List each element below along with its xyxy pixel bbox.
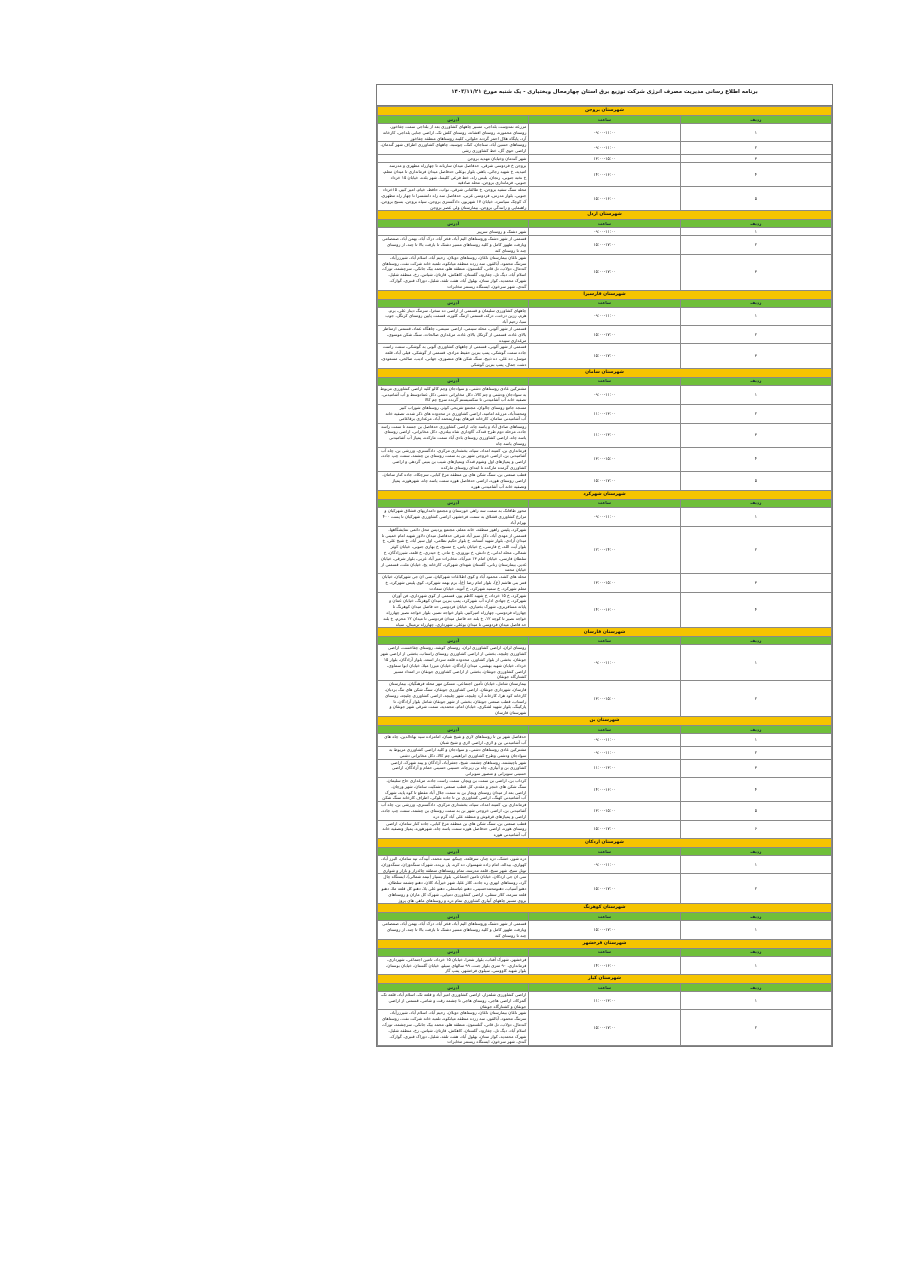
time-range: ۰۹:۰۰-۱۱:۰۰ (529, 124, 680, 142)
time-range: ۱۵:۰۰-۱۷:۰۰ (529, 921, 680, 939)
index-header: ردیف (680, 499, 831, 507)
column-header-row (378, 299, 832, 307)
city-name: شهرستان اردل (378, 211, 832, 220)
time-range: ۰۹:۰۰-۱۱:۰۰ (529, 645, 680, 681)
column-header-row (378, 377, 832, 385)
table-row (378, 325, 832, 343)
row-index: ۳ (680, 574, 831, 592)
outage-address: قطب صنعتی بن، سنگ شکن های بن منطقه مرغ کبابی، سرچکاد، جاده کنار سامان، اراضی روستای هوره، اراضی حدفاصل هوره سمت یاسه چاه، شهرهوره، پمپاژ وتصفیه خانه آب آشامیدنی هوره (378, 471, 529, 490)
outage-address: قطب صنعتی بن، سنگ شکن های بن منطقه مرغ کبابی، جاده کنار سامان، اراضی روستای هوره، اراضی حدفاصل هوره سمت یاسه چاه، شهرهوره، پمپاژ وتصفیه خانه آب آشامیدنی هوره (378, 820, 529, 838)
time-range: ۱۱:۰۰-۱۳:۰۰ (529, 423, 680, 447)
outage-address: قسمتی از شهر دشتک وروستاهای الیم آباد، فخر آباد، دزک آباد، بهمن آباد، صمصامی وبازفت ظهور کامل و کلیه روستاهای مسیر دشتک تا بازفت بالا تا چنه، از روستای چنه تا روستای کته (378, 921, 529, 939)
city-name: شهرستان کیار (378, 975, 832, 984)
table-row (378, 228, 832, 236)
row-index: ۱ (680, 921, 831, 939)
index-header: ردیف (680, 847, 831, 855)
row-index: ۱ (680, 956, 831, 974)
row-index: ۴ (680, 447, 831, 471)
outage-address: مشترکین عادی روستاهای دشتی، و سوادجان و کلیه اراضی کشاورزی مربوط به سوادجان ودشتی وطرح کشاورزی ابراهیمی چم کالا، دکل مخابراتی دشتی (378, 746, 529, 759)
index-header: ردیف (680, 913, 831, 921)
table-row (378, 162, 832, 186)
column-header-row (378, 913, 832, 921)
city-name: شهرستان فارسان (378, 628, 832, 637)
table-row (378, 526, 832, 573)
time-range: ۰۹:۰۰-۱۱:۰۰ (529, 733, 680, 746)
table-row (378, 574, 832, 592)
column-header-row (378, 637, 832, 645)
time-header: ساعت (529, 299, 680, 307)
row-index: ۶ (680, 820, 831, 838)
row-index: ۳ (680, 759, 831, 777)
time-range: ۱۵:۰۰-۱۷:۰۰ (529, 1010, 680, 1046)
outage-table-body (378, 107, 832, 1046)
index-header: ردیف (680, 948, 831, 956)
time-range: ۱۲:۰۰-۱۴:۰۰ (529, 526, 680, 573)
address-header: آدرس (378, 984, 529, 992)
outage-address: محور طاقانک به سمت سه راهی خوزستان و مجتمع دامداریهای قشلاق شهرکیان و مزارع کشاورزی قشلاق به سمت فرخشهر، اراضی کشاورزی شهرکیان تا پست ۴۰۰ بهرام آباد (378, 507, 529, 526)
city-header-row (378, 716, 832, 725)
row-index: ۳ (680, 254, 831, 290)
table-row (378, 777, 832, 801)
address-header: آدرس (378, 220, 529, 228)
time-range: ۱۱:۰۰-۱۳:۰۰ (529, 992, 680, 1010)
row-index: ۲ (680, 404, 831, 423)
row-index: ۴ (680, 777, 831, 801)
row-index: ۳ (680, 423, 831, 447)
table-row (378, 645, 832, 681)
outage-address: بروجن خ فردوسی شرقی، حدفاصل میدان ساربانه تا چهارراه مطهری و مدرسه امیدیه، خ شهید رجائی، باهنر، بلوار بوعلی حدفاصل میدان فرمانداری تا میدان معلم، خ نخبه جنوبی، رنجان، بلیس راه، خط فرعی کلیسا، شهر بلده، خیابان ۱۵ خرداد جنوبی، فرمانداری بروجن، محله صادقیه (378, 162, 529, 186)
column-header-row (378, 220, 832, 228)
index-header: ردیف (680, 299, 831, 307)
city-header-row (378, 628, 832, 637)
row-index: ۱ (680, 307, 831, 325)
time-range: ۱۳:۰۰-۱۵:۰۰ (529, 802, 680, 820)
city-name: شهرستان اردکان (378, 838, 832, 847)
table-row (378, 855, 832, 873)
city-header-row (378, 107, 832, 116)
row-index: ۲ (680, 1010, 831, 1046)
time-range: ۱۱:۰۰-۱۳:۰۰ (529, 759, 680, 777)
table-row (378, 307, 832, 325)
row-index: ۵ (680, 471, 831, 490)
time-header: ساعت (529, 499, 680, 507)
time-range: ۱۵:۰۰-۱۷:۰۰ (529, 471, 680, 490)
outage-address: شهر ناغان بیمارستان ناغان، روستاهای دوبلان، رحیم آباد، اسلام آباد، شیرزرآباد، سرتنگ محمود، آبالقور، سه زرده منطقه میانکوه، تلمبه خانه شرکت نفت، روستاهای کندمال، دولاب، تل قاتی، گنلستون، منطقه هلو، محمد بیک جانکی، سرچشمه، تورک، اسلام آباد، دیگ تل، چغارود، گلستان، کاهکش، قارتان، شیاس، رخ، منطقه شلیل، شهرک محمدیه، کوار ستان، بهلول آباد، هفت تلفه، شلیل، دوراک قنبری، گوارک، گندی، شهر سرخون، ایستگاه ریسمر مخابرات (378, 254, 529, 290)
table-row (378, 142, 832, 155)
row-index: ۱ (680, 507, 831, 526)
row-index: ۱ (680, 385, 831, 404)
address-header: آدرس (378, 299, 529, 307)
time-range: ۱۴:۰۰-۱۶:۰۰ (529, 592, 680, 628)
column-header-row (378, 116, 832, 124)
address-header: آدرس (378, 725, 529, 733)
row-index: ۲ (680, 142, 831, 155)
row-index: ۱ (680, 992, 831, 1010)
address-header: آدرس (378, 637, 529, 645)
table-row (378, 447, 832, 471)
address-header: آدرس (378, 913, 529, 921)
row-index: ۲ (680, 526, 831, 573)
outage-address: فرمانداری بن، کمیته امداد، سپاه، بخشداری مرکزی، دادگستری، ورزشی بن، چاه آب آشامیدنی بن، اراضی خروجی شهر بن به سمت روستای بن چشمه، سمت چپ جاده، اراضی و پمپاژهای قرقوش و منطقه علی آباد گرم دره (378, 802, 529, 820)
row-index: ۲ (680, 236, 831, 254)
row-index: ۳ (680, 154, 831, 162)
time-range: ۱۳:۰۰-۱۵:۰۰ (529, 681, 680, 717)
row-index: ۱ (680, 855, 831, 873)
city-header-row (378, 939, 832, 948)
time-range: ۱۳:۰۰-۱۵:۰۰ (529, 447, 680, 471)
row-index: ۵ (680, 187, 831, 211)
row-index: ۲ (680, 874, 831, 904)
outage-address: مشترکین عادی روستاهای دشتی، و سوادجان وچم کالو کلیه اراضی کشاورزی مربوط به سوادجان ودشتی و چم کالا، دکل مخابراتی دشتی دکل عمادوسط و آب آشامیدنی، تصفیه خانه آب آشامیدنی تا سکسیستم گرنده سرچ چم کالا (378, 385, 529, 404)
time-header: ساعت (529, 913, 680, 921)
schedule-sheet (376, 84, 833, 1047)
table-row (378, 874, 832, 904)
time-range: ۱۱:۰۰-۱۳:۰۰ (529, 404, 680, 423)
time-range: ۱۳:۰۰-۱۵:۰۰ (529, 154, 680, 162)
city-name: شهرستان بروجن (378, 107, 832, 116)
time-range: ۰۹:۰۰-۱۱:۰۰ (529, 385, 680, 404)
index-header: ردیف (680, 725, 831, 733)
outage-address: قسمتی از شهر آلونی، قسمتی از چاههای کشاورزی آلونی به گوشکی، سمت راست جاده سمت گوشکی، پمپ بنزین حفیظ مرادی، قسمتی از گوشکی، فیلی آباد، قلعه موسل، ده علی، ده ذبیح، سنگ شکن های منصوری، جهانی، ادیب، صالحی، مسعودی، دشت جمال، پمپ بنزین گوشکی (378, 344, 529, 368)
city-header-row (378, 290, 832, 299)
time-range: ۱۴:۰۰-۱۶:۰۰ (529, 162, 680, 186)
address-header: آدرس (378, 948, 529, 956)
index-header: ردیف (680, 220, 831, 228)
time-range: ۱۵:۰۰-۱۶:۰۰ (529, 187, 680, 211)
city-header-row (378, 904, 832, 913)
time-range: ۱۴:۰۰-۱۶:۰۰ (529, 956, 680, 974)
city-name: شهرستان بن (378, 716, 832, 725)
time-range: ۱۵:۰۰-۱۷:۰۰ (529, 820, 680, 838)
outage-address: شهر ناغان بیمارستان ناغان، روستاهای دوبلان، رحیم آباد، اسلام آباد، شیرزرآباد، سرتنگ محمود، آبالقور، سه زرده منطقه میانکوه، تلمبه خانه شرکت نفت، روستاهای کندمال، دولاب، تل قاتی، گنلستون، منطقه هلو، محمد بیک جانکی، سرچشمه، تورک، اسلام آباد، دیگ تل، چغارود، گلستان، کاهکش، قارتان، شیاس، رخ، منطقه شلیل، شهرک محمدیه، کوار ستان، بهلول آباد، هفت تلفه، شلیل، دوراک قنبری، گوارک، گندی، شهر سرخون، ایستگاه ریسمر مخابرات (378, 1010, 529, 1046)
index-header: ردیف (680, 377, 831, 385)
time-range: ۰۹:۰۰-۱۱:۰۰ (529, 228, 680, 236)
time-range: ۱۵:۰۰-۱۷:۰۰ (529, 344, 680, 368)
table-row (378, 344, 832, 368)
table-row (378, 1010, 832, 1046)
time-range: ۱۵:۰۰-۱۷:۰۰ (529, 254, 680, 290)
outage-address: مسجد جامع روستای چالوان، مجتمع تفریحی کوثر، روستاهای شوراب کبیر ومحمدآباد، مزرعه امامیه، اراضی کشاورزی در محدوده های ذکر شده، تصفیه خانه آب آشامیدنی سامان، کارخانه قیرهای بهداریمحمد آباد، مرغداری برقاعامی (378, 404, 529, 423)
city-name: شهرستان فارسیرا (378, 290, 832, 299)
row-index: ۱ (680, 645, 831, 681)
table-row (378, 236, 832, 254)
row-index: ۲ (680, 325, 831, 343)
city-name: شهرستان کوهرنگ (378, 904, 832, 913)
outage-address: حدفاصل شهر بن تا روستاهای لاری و شیخ شبان، امامزاده سید بهاءالدین، چاه های آب آشامیدنی بن و لاری، اراضی لاری و شیخ شبان (378, 733, 529, 746)
time-range: ۰۹:۰۰-۱۱:۰۰ (529, 746, 680, 759)
outage-address: فرمانداری بن، کمیته امداد، سپاه، بخشداری مرکزی، دادگستری، ورزشی بن، چاه آب آشامیدنی بن، اراضی خروجی شهر بن به سمت روستای بن چشمه، سمت چپ جاده، اراضی و پمپاژهای اول وشوم قندک وبمپاژهای شیب بن بنیتی گردهی و اراضی کشاورزی گرمده مارکده تا ابتدای روستای مارکده (378, 447, 529, 471)
outage-address: شهرکرد، پلیس راهور منطقه، خانه معلم، مجتمع پردیس محل دائمی نمایشگاهها، قسمتی از مهدی آباد، دکل سیر آباد شرقی حدفاصل میدان دلاور شهید امام خمینی تا میدان آزادی، بلوار شهید آستانه، خ بلوار حکیم نظامی، اول سیر آباد، خ شیخ علی، خ بلوار آیت الله، خ فارسی، خ خیابان یاس، خ مسیح، خ بهاری جنوبی، خیابان کوثر شمالی، محله لدانی، خ دانش، خ نوروزی، خ مادر، خ حیدری، خ قلعه، شیرزادگان، خ سلطان فارسی، خیابان امام ۱۳ میرآباد، مخابرات میر آباد عربی، بلوار شرقی، خیابان غدیر، بیمارستان زنانی، گلستان شهدای شهرکرد، کارخانه یخ، خیابان ملت، قسمتی از خیابان محمد (378, 526, 529, 573)
row-index: ۵ (680, 802, 831, 820)
time-range: ۰۹:۰۰-۱۱:۰۰ (529, 142, 680, 155)
time-header: ساعت (529, 220, 680, 228)
document-title: برنامه اطلاع رسانی مدیریت مصرف انرژی شرکت توزیع برق استان چهارمحال وبختیاری - یک شنبه مورخ ۱۴۰۳/۱۱/۲۱ (377, 85, 832, 106)
row-index: ۴ (680, 592, 831, 628)
outage-address: روستای لران، اراضی کشاورزی لران، روستای کوشه، روستای چغاخست، اراضی کشاورزی چلیچه، بخشی از اراضی کشاورزی روستای راستاب، بخشی از اراضی شهر جونقان، بخشی از بلوار کشاورز، محدوده قلعه سردار اسعد، بلوار آزادگان، بلوار ۱۵ خرداد، خیابان شهید بهشتی، میدان آزادگان، خیابان میرزا میلا، خیابان ابوا سماوی، اراضی کشاورزی جونقان، بخشی از اراضی کشاورزی جونقان در امتداد مسیر کشتارگاه جونقان (378, 645, 529, 681)
city-header-row (378, 368, 832, 377)
outage-address: اراضی کشاورزی شلمزار، اراضی کشاورزی امیر آباد و قلعه تک، اسلام آباد، قلعه تک، آلمرکاد، اراضی هاجی، روستای هاجی تا چشمه رقت و شامی، قسمتی از اراضی جونقان و کشتارگاه جونقان (378, 992, 529, 1010)
table-row (378, 746, 832, 759)
outage-address: فرخشهر، شهرک آفتاب، بلوار شعرا، خیابان ۱۵ خرداد، تامین اجتماعی، شهرداری، فرمانداری، ۹۰ متری بلوار جنت، ۹۹ سالهای سیلو، خیابان گلستان، خیابان بوستان، بلوار شهید کاووسی، سیلوی فرخشهر، پمپ گاز (378, 956, 529, 974)
table-row (378, 992, 832, 1010)
index-header: ردیف (680, 116, 831, 124)
time-range: ۱۵:۰۰-۱۷:۰۰ (529, 874, 680, 904)
time-header: ساعت (529, 377, 680, 385)
table-row (378, 404, 832, 423)
time-header: ساعت (529, 725, 680, 733)
city-header-row (378, 211, 832, 220)
outage-address: روستاهای حسین آباد، سناجان، کنک، چوسبه، چاههای کشاورزی اطراف شهر گندمان، اراضی حوی گل، خط کشاورزی رشی (378, 142, 529, 155)
time-range: ۰۹:۰۰-۱۱:۰۰ (529, 855, 680, 873)
row-index: ۳ (680, 344, 831, 368)
time-range: ۱۳:۰۰-۱۵:۰۰ (529, 574, 680, 592)
table-row (378, 921, 832, 939)
city-header-row (378, 490, 832, 499)
address-header: آدرس (378, 116, 529, 124)
time-range: ۰۹:۰۰-۱۱:۰۰ (529, 307, 680, 325)
time-header: ساعت (529, 984, 680, 992)
table-row (378, 124, 832, 142)
time-header: ساعت (529, 116, 680, 124)
row-index: ۱ (680, 733, 831, 746)
column-header-row (378, 984, 832, 992)
city-name: شهرستان شهرکرد (378, 490, 832, 499)
table-row (378, 187, 832, 211)
outage-address: مزرعه نمدوست بلداجی، مسیر چاههای کشاورزی بعد از بلداجی سمت چغاخور، روستای محموره، روستای افشانه، روستای کلش تک، اراضی جنابی بلداجی، کارخانه آرد، پایگاه هلال احمر گردنه حلوائی، کلینه روستاهای منطقه چغاخور (378, 124, 529, 142)
index-header: ردیف (680, 984, 831, 992)
table-row (378, 681, 832, 717)
outage-address: قسمتی از شهر آلونی، محله سینمی، اراضی سینمی، چاهگاه عماد، قسمتی ازمناظر بالای عاده، قسمتی از گرتکل بالای عاده، مرغداری صالحات، سنگ شکن موسوی، مرغداری سپیده (378, 325, 529, 343)
index-header: ردیف (680, 637, 831, 645)
time-header: ساعت (529, 847, 680, 855)
row-index: ۲ (680, 746, 831, 759)
column-header-row (378, 499, 832, 507)
column-header-row (378, 725, 832, 733)
time-range: ۰۹:۰۰-۱۱:۰۰ (529, 507, 680, 526)
address-header: آدرس (378, 847, 529, 855)
outage-table (377, 106, 832, 1046)
column-header-row (378, 948, 832, 956)
city-header-row (378, 838, 832, 847)
time-header: ساعت (529, 637, 680, 645)
table-row (378, 507, 832, 526)
time-range: ۱۵:۰۰-۱۷:۰۰ (529, 236, 680, 254)
outage-address: شهر گندمان وخیابان مهدیه بروجن (378, 154, 529, 162)
table-row (378, 154, 832, 162)
table-row (378, 759, 832, 777)
outage-address: بیمارستان شامل، خیابان تأمین اجتماعی، مسکن مهر محله فرهنگیان، بیمارستان فارسان، شهرداری جونقان، اراضی کشاورزی جونقان، سنگ شکن های تنگ بردبان، کارخانه کود هرا، کارخانه آرد چلیچه، شهر چلیچه، اراضی کشاورزی چلیچه، روستای راستاب، قطب صنعتی جونقان، بخشی از شهر جونقان شامل بلوار آزادگان، تا پارکینگ، بلوار شهید لشکری، خیابان امام، محمدیه، سمت شرقی شهر جونقان و شهرستان فارسان (378, 681, 529, 717)
time-header: ساعت (529, 948, 680, 956)
outage-address: شهر دشتک و روستای سرپیر (378, 228, 529, 236)
address-header: آدرس (378, 499, 529, 507)
row-index: ۱ (680, 228, 831, 236)
time-range: ۱۵:۰۰-۱۷:۰۰ (529, 325, 680, 343)
address-header: آدرس (378, 377, 529, 385)
outage-address: روستاهای صادق آباد و یاسه چاه، اراضی کشاورزی حدفاصل بن جسته تا سمت راسد جاده، مرحله دوم طرح قندک، گاوداری شاه بیلدری، دکل مخابراتی، اراضی روستای یاسه چاه، اراضی کشاورزی روستای بادی آباد سمت مارکده، پمپاژ آب آشامیدنی روستای یاسه چاه (378, 423, 529, 447)
table-row (378, 592, 832, 628)
outage-address: دره شور، خشک، دره چنار، سرقلعه، چینکو، سید محمد، آبیدک، تپه سامان، البرز آباد، کهواری، بیداله، امام زاده شهسوار، ده کره، پل بریده، شهرک سنگدوزان، سنگدوزان، تونل سبخ، شهر سبخ، قلعه مدرسه، تمام روستاهای منطقه چالدراز و بازار و شواری (378, 855, 529, 873)
city-name: شهرستان سامان (378, 368, 832, 377)
outage-address: شهر باچیشمه، روستاهای چشمه، شیخ، جعفرآباد، آزادگان و پینه شهرک، اراضی کشاورزی بن و آبیاری، چاه بن زیرچاه، حسینی حسینی حمام و آزادگان، اراضی حسینی سوبرانی و منصور سوبرانی (378, 759, 529, 777)
table-row (378, 254, 832, 290)
city-name: شهرستان فرخشهر (378, 939, 832, 948)
table-row (378, 733, 832, 746)
table-row (378, 423, 832, 447)
table-row (378, 956, 832, 974)
column-header-row (378, 847, 832, 855)
time-range: ۱۴:۰۰-۱۶:۰۰ (529, 777, 680, 801)
row-index: ۲ (680, 681, 831, 717)
table-row (378, 820, 832, 838)
outage-address: کرداب بن، اراضی بن سمت بن ویچار، سمت راست جاده، مرغداری حاج سلیمان، سنگ شکن های خنجر و مقدم، کل قطب صنعتی دشتکیت سامان، شهر ورچان، اراضی بعد از میدان روستای ویچار بن به سمت جلال آباد مقطع تا کوه پایه، شهرک آب آشامیدنی کهنگ، اراضی کشاورزی بن تا جاده بلوکی، اطراف کارخانه سنگ شکن (378, 777, 529, 801)
row-index: ۱ (680, 124, 831, 142)
outage-address: سی ان جی اردکان، خیابان تامین اجتماعی، بلوار بسیار (نیمه شمالی)، ایستگاه چال گرد، روستاهای ابهری ره جاده، کلار علیا، شهر خیرآباد کلان، دهنو چشمه سلطان، دهنو آسیاب، دهنومحمدحسینی، دهنو عباسعلی، دهنو علی بلا، دهنو کل قلعه ملا، دهنو قلعه سرمه، کلار سفلی، اراضی کشاورزی دمپایی، شهرک کل ماران و روستاهای بروی مسیر چاههای آبیاری کشاورزی تمام دره و روستاهای ماهی های پروژ (378, 874, 529, 904)
outage-address: قسمتی از شهر دشتک وروستاهای الیم آباد، فخر آباد، دزک آباد، بهمن آباد، صمصامی وبازفت ظهور کامل و کلیه روستاهای مسیر دشتک تا بازفت بالا تا چنه، از روستای چنه تا روستای کته (378, 236, 529, 254)
row-index: ۴ (680, 162, 831, 186)
table-row (378, 471, 832, 490)
table-row (378, 802, 832, 820)
outage-address: شهرکرد، خ ۱۵ خرداد، خ شهید کاظم پور، قسمتی از کوی شهرداری، فن آوران شهرکرد، خ جهادی اداره آب شهرکرد، پمپ بنزین میدان کوهرنگ، خیابان عمان و پایانه مسافربری، شهرک بختیاری، خیابان فردوسی حد فاصل میدان کوهرنگ تا چهارراه فردوسی، چهارراه امیرکبیر، بلوار خواجه نصیر، بلوار خواجه نصیر چهارراه خواجه نصیر تا کوچه ۱۲، خ بلند حد فاصل میدان فردوسی تا میدان ۱۲ محرم، خ بلند حد فاصل میدان فردوسی تا میدان بوعلی، شهرداری، چهارراه ترمینال، سیاه (378, 592, 529, 628)
outage-address: محله های کشه، محمود آباد و کوی اطلاعات شهرکیان، سی ان جی شهرکیان، خیابان قمر بنی هاشم (ع)، بلوار امام رضا (ع)، برم بهمه شهرکرد، کوی پلیس شهرکرد، خ معلم شهرکرد، خ سمیه شهرکرد، خ آتوبه، خیابان سعادت (378, 574, 529, 592)
outage-address: محله سنگ سفید بروجن، خ طالقانی شرقی، نواب، حافظ، خیام، امیر کبیر، ۱۵خرداد جنوبی، بلوار مدرس، فردوسی غربی، حدفاصل سه راه دانشسرا تا چهار راه مطهری، ک کوچک سیاسرد، خیابان ۱۷ شهریور، دادگستری بروجن، سپاه بروجن، بسیج بروجن، راهنمایی و رانندگی بروجن، بیمارستان ولی عصر بروجن (378, 187, 529, 211)
outage-address: چاههای کشاورزی سلیمان و قسمتی از اراضی ده سخرا، سرتنگ دیناز علی، برم، هرم، رزین درخت، درکه، قسمتی ازتنگ کلوره، قسمت پایین روستای کرنگل، جوب سیا، رحیم آباد (378, 307, 529, 325)
city-header-row (378, 975, 832, 984)
table-row (378, 385, 832, 404)
